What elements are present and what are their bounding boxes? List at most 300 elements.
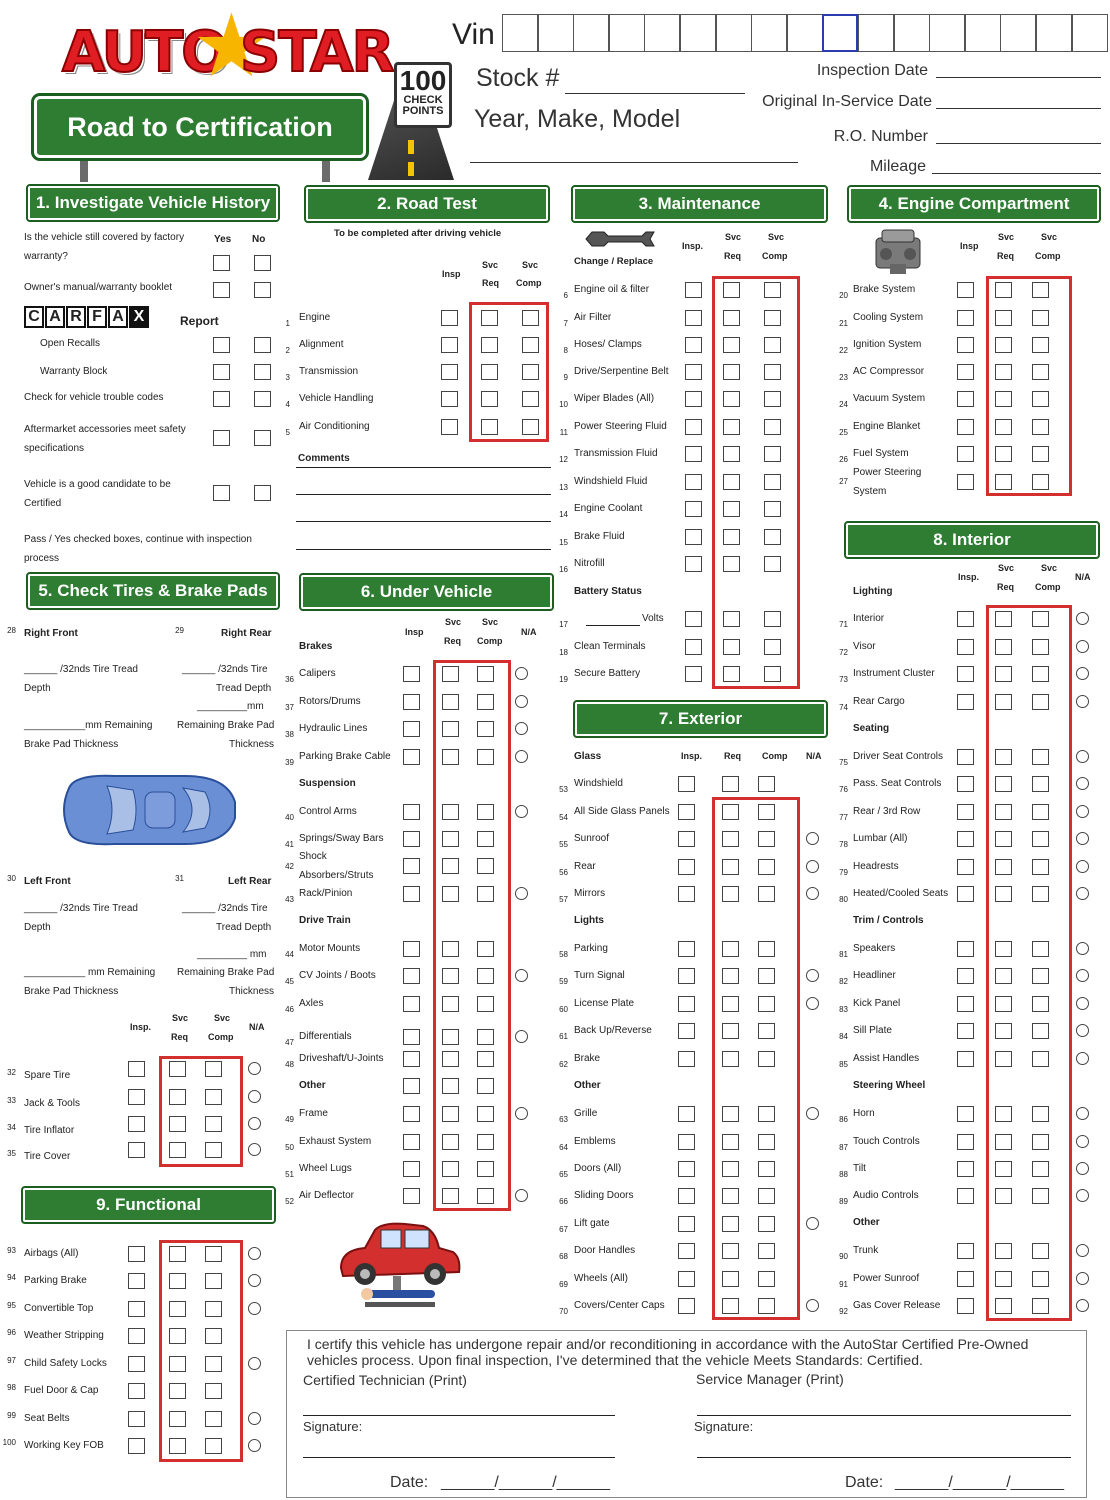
checkbox[interactable] <box>128 1328 145 1344</box>
item-label: Speakers <box>853 943 896 954</box>
section-exterior: 7. Exterior <box>575 702 826 736</box>
manager-date-field[interactable]: ______/______/______ <box>895 1474 1065 1491</box>
checkbox[interactable] <box>957 1298 974 1314</box>
vin-char-box[interactable] <box>716 14 752 52</box>
item-label: Power Steering <box>853 467 922 478</box>
stock-field[interactable] <box>565 93 745 94</box>
na-radio[interactable] <box>515 695 528 708</box>
checkbox[interactable] <box>678 1023 695 1039</box>
checkbox[interactable] <box>957 611 974 627</box>
checkbox[interactable] <box>403 1029 420 1045</box>
vin-char-box[interactable] <box>822 14 858 52</box>
na-radio[interactable] <box>248 1439 261 1452</box>
checkbox[interactable] <box>957 1134 974 1150</box>
item-label: Absorbers/Struts <box>299 870 374 881</box>
na-radio[interactable] <box>248 1090 261 1103</box>
vin-char-box[interactable] <box>680 14 716 52</box>
na-radio[interactable] <box>248 1247 261 1260</box>
checkbox[interactable] <box>685 446 702 462</box>
checkbox[interactable] <box>403 1078 420 1094</box>
item-label: Spare Tire <box>24 1070 71 1081</box>
checkbox[interactable] <box>213 485 230 501</box>
checkbox[interactable] <box>128 1142 145 1158</box>
na-radio[interactable] <box>1076 695 1089 708</box>
item-label: Pass. Seat Controls <box>853 778 942 789</box>
checkbox[interactable] <box>678 1161 695 1177</box>
mm-field[interactable]: _________mm <box>197 701 264 712</box>
na-radio[interactable] <box>1076 640 1089 653</box>
item-label: Rear <box>574 861 596 872</box>
checkbox[interactable] <box>128 1301 145 1317</box>
na-radio[interactable] <box>515 1030 528 1043</box>
item-number: 99 <box>7 1411 16 1420</box>
item-label: Back Up/Reverse <box>574 1025 652 1036</box>
remaining-pad-label: Remaining Brake Pad <box>177 967 275 978</box>
vin-char-box[interactable] <box>965 14 1001 52</box>
checkbox[interactable] <box>685 556 702 572</box>
checkbox[interactable] <box>403 1106 420 1122</box>
checkbox[interactable] <box>441 310 458 326</box>
item-label: Gas Cover Release <box>853 1300 941 1311</box>
na-radio[interactable] <box>248 1412 261 1425</box>
checkbox[interactable] <box>678 831 695 847</box>
item-number: 3 <box>285 373 290 382</box>
checkbox[interactable] <box>957 282 974 298</box>
mileage-field[interactable] <box>932 173 1101 174</box>
checkbox[interactable] <box>678 1298 695 1314</box>
na-radio[interactable] <box>1076 805 1089 818</box>
vin-char-box[interactable] <box>644 14 680 52</box>
item-label: Touch Controls <box>853 1136 920 1147</box>
checkbox[interactable] <box>403 996 420 1012</box>
in-service-date-field[interactable] <box>936 108 1101 109</box>
checkbox[interactable] <box>685 364 702 380</box>
checkbox[interactable] <box>441 391 458 407</box>
tread-field[interactable]: ______ /32nds Tire <box>182 664 268 675</box>
checkbox[interactable] <box>685 529 702 545</box>
item-number: 39 <box>285 758 294 767</box>
checkbox[interactable] <box>254 364 271 380</box>
checkbox[interactable] <box>128 1273 145 1289</box>
checkbox[interactable] <box>403 1051 420 1067</box>
vin-char-box[interactable] <box>573 14 609 52</box>
mm-remaining-field[interactable]: ___________mm Remaining <box>24 720 153 731</box>
item-label: Emblems <box>574 1136 616 1147</box>
checkbox[interactable] <box>758 776 775 792</box>
checkbox[interactable] <box>957 941 974 957</box>
na-radio[interactable] <box>806 969 819 982</box>
checkbox[interactable] <box>213 255 230 271</box>
na-radio[interactable] <box>806 1299 819 1312</box>
checkbox[interactable] <box>213 282 230 298</box>
checkbox[interactable] <box>957 446 974 462</box>
checkbox[interactable] <box>403 1188 420 1204</box>
svc-header: Svc <box>768 232 785 242</box>
checkbox[interactable] <box>128 1438 145 1454</box>
checkbox[interactable] <box>957 1051 974 1067</box>
checkbox[interactable] <box>957 831 974 847</box>
badge-text: CHECK <box>403 94 443 106</box>
na-header: N/A <box>1075 572 1091 582</box>
manager-signature-field[interactable] <box>697 1457 1071 1458</box>
item-label: Wiper Blades (All) <box>574 393 655 404</box>
checkbox[interactable] <box>957 419 974 435</box>
checkbox[interactable] <box>403 666 420 682</box>
checkbox[interactable] <box>678 1051 695 1067</box>
checkbox[interactable] <box>957 337 974 353</box>
checkbox[interactable] <box>957 364 974 380</box>
drive-train-header: Drive Train <box>299 915 351 926</box>
na-radio[interactable] <box>248 1143 261 1156</box>
na-radio[interactable] <box>1076 860 1089 873</box>
item-number: 93 <box>7 1246 16 1255</box>
item-label: Shock <box>299 851 327 862</box>
vin-char-box[interactable] <box>1072 14 1108 52</box>
na-radio[interactable] <box>515 1189 528 1202</box>
checkbox[interactable] <box>685 419 702 435</box>
na-radio[interactable] <box>515 750 528 763</box>
item-label: Engine Coolant <box>574 503 643 514</box>
item-label: Kick Panel <box>853 998 901 1009</box>
checkbox[interactable] <box>441 364 458 380</box>
checkbox[interactable] <box>403 721 420 737</box>
checkbox[interactable] <box>957 886 974 902</box>
section-road-test: 2. Road Test <box>306 187 548 221</box>
na-radio[interactable] <box>248 1274 261 1287</box>
na-radio[interactable] <box>1076 777 1089 790</box>
na-radio[interactable] <box>248 1302 261 1315</box>
item-label: Power Sunroof <box>853 1273 920 1284</box>
item-number: 53 <box>559 785 568 794</box>
na-radio[interactable] <box>1076 969 1089 982</box>
checkbox[interactable] <box>128 1356 145 1372</box>
tread-field[interactable]: ______ /32nds Tire <box>182 903 268 914</box>
checkbox[interactable] <box>213 391 230 407</box>
carfax-report-label: Report <box>180 314 219 328</box>
road-line <box>408 140 414 154</box>
item-number: 22 <box>839 346 848 355</box>
service-highlight <box>433 660 511 1211</box>
vin-char-box[interactable] <box>751 14 787 52</box>
checkbox[interactable] <box>403 886 420 902</box>
na-radio[interactable] <box>515 1107 528 1120</box>
checkbox[interactable] <box>957 1271 974 1287</box>
item-number: 28 <box>7 626 16 635</box>
item-number: 59 <box>559 977 568 986</box>
checkbox[interactable] <box>685 501 702 517</box>
na-header: N/A <box>249 1022 265 1032</box>
volts-field[interactable] <box>586 625 640 626</box>
na-radio[interactable] <box>1076 1052 1089 1065</box>
item-number: 57 <box>559 895 568 904</box>
insp-header: Insp. <box>130 1022 152 1032</box>
pad-thickness-label: Brake Pad Thickness <box>24 986 119 997</box>
na-radio[interactable] <box>1076 1135 1089 1148</box>
checkbox[interactable] <box>685 474 702 490</box>
na-radio[interactable] <box>1076 1107 1089 1120</box>
checkbox[interactable] <box>678 804 695 820</box>
checkbox[interactable] <box>128 1116 145 1132</box>
item-number: 16 <box>559 565 568 574</box>
item-label: Turn Signal <box>574 970 625 981</box>
na-radio[interactable] <box>515 887 528 900</box>
question-text: Aftermarket accessories meet safety <box>24 424 186 435</box>
checkbox[interactable] <box>685 639 702 655</box>
item-label: Vacuum System <box>853 393 926 404</box>
item-number: 55 <box>559 840 568 849</box>
checkbox[interactable] <box>403 858 420 874</box>
item-number: 60 <box>559 1005 568 1014</box>
item-label: Horn <box>853 1108 875 1119</box>
item-number: 68 <box>559 1252 568 1261</box>
checkbox[interactable] <box>678 1106 695 1122</box>
item-label: Wheels (All) <box>574 1273 628 1284</box>
checkbox[interactable] <box>957 310 974 326</box>
checkbox[interactable] <box>254 485 271 501</box>
comments-label: Comments <box>298 453 350 464</box>
checkbox[interactable] <box>441 337 458 353</box>
checkbox[interactable] <box>403 941 420 957</box>
na-radio[interactable] <box>1076 750 1089 763</box>
checkbox[interactable] <box>957 391 974 407</box>
steering-wheel-header: Steering Wheel <box>853 1080 926 1091</box>
checkbox[interactable] <box>957 804 974 820</box>
checkbox[interactable] <box>128 1061 145 1077</box>
checkbox[interactable] <box>441 419 458 435</box>
checkbox[interactable] <box>128 1246 145 1262</box>
item-number: 67 <box>559 1225 568 1234</box>
right-front-label: Right Front <box>24 628 78 639</box>
item-number: 88 <box>839 1170 848 1179</box>
checkbox[interactable] <box>403 804 420 820</box>
checkbox[interactable] <box>678 941 695 957</box>
checkbox[interactable] <box>678 968 695 984</box>
item-label: Convertible Top <box>24 1303 94 1314</box>
carfax-letter: C <box>24 306 44 328</box>
vin-char-box[interactable] <box>929 14 965 52</box>
checkbox[interactable] <box>678 996 695 1012</box>
thickness-label: Thickness <box>229 739 275 750</box>
checkbox[interactable] <box>128 1411 145 1427</box>
year-make-model-field[interactable] <box>470 162 798 163</box>
checkbox[interactable] <box>957 749 974 765</box>
na-radio[interactable] <box>1076 1299 1089 1312</box>
svc-header: Svc <box>1041 232 1058 242</box>
car-repair-icon <box>335 1216 465 1312</box>
checkbox[interactable] <box>128 1089 145 1105</box>
checkbox[interactable] <box>957 474 974 490</box>
service-highlight <box>986 605 1072 1321</box>
checkbox[interactable] <box>403 1134 420 1150</box>
na-radio[interactable] <box>806 997 819 1010</box>
na-radio[interactable] <box>515 969 528 982</box>
checkbox[interactable] <box>213 430 230 446</box>
checkbox[interactable] <box>957 1106 974 1122</box>
item-label: Brake <box>574 1053 601 1064</box>
vin-char-box[interactable] <box>609 14 645 52</box>
item-label: Frame <box>299 1108 328 1119</box>
checkbox[interactable] <box>957 639 974 655</box>
checkbox[interactable] <box>254 391 271 407</box>
checkbox[interactable] <box>957 1023 974 1039</box>
checkbox[interactable] <box>678 1271 695 1287</box>
tread-field[interactable]: ______ /32nds Tire Tread <box>24 903 138 914</box>
vin-char-box[interactable] <box>894 14 930 52</box>
comment-line[interactable] <box>296 494 551 495</box>
vin-char-box[interactable] <box>787 14 823 52</box>
comment-line[interactable] <box>296 521 551 522</box>
checkbox[interactable] <box>957 1243 974 1259</box>
na-radio[interactable] <box>515 722 528 735</box>
tread-field[interactable]: ______ /32nds Tire Tread <box>24 664 138 675</box>
na-radio[interactable] <box>1076 1272 1089 1285</box>
mm-remaining-field[interactable]: ___________ mm Remaining <box>24 967 156 978</box>
na-radio[interactable] <box>806 832 819 845</box>
checkbox[interactable] <box>685 666 702 682</box>
checkbox[interactable] <box>957 1188 974 1204</box>
checkbox[interactable] <box>722 776 739 792</box>
item-label: Engine Blanket <box>853 421 921 432</box>
item-label: Ignition System <box>853 339 922 350</box>
na-radio[interactable] <box>248 1062 261 1075</box>
na-radio[interactable] <box>1076 1162 1089 1175</box>
na-radio[interactable] <box>1076 667 1089 680</box>
item-label: Motor Mounts <box>299 943 361 954</box>
checkbox[interactable] <box>957 694 974 710</box>
checkbox[interactable] <box>254 430 271 446</box>
checkbox[interactable] <box>678 1243 695 1259</box>
checkbox[interactable] <box>213 337 230 353</box>
comp-header: Comp <box>208 1032 234 1042</box>
item-label: Fuel System <box>853 448 909 459</box>
checkbox[interactable] <box>254 337 271 353</box>
checkbox[interactable] <box>957 776 974 792</box>
na-radio[interactable] <box>806 1107 819 1120</box>
na-radio[interactable] <box>806 1217 819 1230</box>
item-number: 98 <box>7 1383 16 1392</box>
other-header: Other <box>574 1080 601 1091</box>
checkbox[interactable] <box>254 282 271 298</box>
item-number: 34 <box>7 1123 16 1132</box>
checkbox[interactable] <box>685 391 702 407</box>
checkbox[interactable] <box>128 1383 145 1399</box>
item-number: 38 <box>285 730 294 739</box>
na-radio[interactable] <box>1076 997 1089 1010</box>
na-radio[interactable] <box>1076 942 1089 955</box>
item-label: Calipers <box>299 668 336 679</box>
vin-char-box[interactable] <box>1036 14 1072 52</box>
trim-controls-header: Trim / Controls <box>853 915 924 926</box>
na-radio[interactable] <box>806 860 819 873</box>
inspection-date-field[interactable] <box>936 77 1101 78</box>
vin-char-box[interactable] <box>858 14 894 52</box>
item-number: 80 <box>839 895 848 904</box>
checkbox[interactable] <box>403 1161 420 1177</box>
na-radio[interactable] <box>1076 1024 1089 1037</box>
item-number: 2 <box>285 346 290 355</box>
checkbox[interactable] <box>403 968 420 984</box>
sign-post <box>322 158 330 182</box>
na-radio[interactable] <box>248 1117 261 1130</box>
insp-header: Insp <box>405 627 424 637</box>
item-number: 66 <box>559 1197 568 1206</box>
na-radio[interactable] <box>1076 1244 1089 1257</box>
checkbox[interactable] <box>678 776 695 792</box>
item-label: Differentials <box>299 1031 352 1042</box>
checkbox[interactable] <box>403 694 420 710</box>
ro-number-field[interactable] <box>936 143 1101 144</box>
item-label: Parking Brake Cable <box>299 751 391 762</box>
checkbox[interactable] <box>403 831 420 847</box>
na-radio[interactable] <box>515 805 528 818</box>
na-radio[interactable] <box>1076 887 1089 900</box>
checkbox[interactable] <box>685 310 702 326</box>
checkbox[interactable] <box>403 749 420 765</box>
checkbox[interactable] <box>685 611 702 627</box>
checkbox[interactable] <box>678 859 695 875</box>
vin-char-box[interactable] <box>1000 14 1036 52</box>
technician-signature-field[interactable] <box>303 1457 615 1458</box>
technician-date-field[interactable]: ______/______/______ <box>441 1474 611 1491</box>
checkbox[interactable] <box>213 364 230 380</box>
na-radio[interactable] <box>1076 832 1089 845</box>
comment-line[interactable] <box>296 467 551 468</box>
checkbox[interactable] <box>678 1188 695 1204</box>
item-number: 52 <box>285 1197 294 1206</box>
no-header: No <box>252 234 266 245</box>
checkbox[interactable] <box>254 255 271 271</box>
item-label: Rear / 3rd Row <box>853 806 921 817</box>
svc-header: Svc <box>1041 563 1058 573</box>
vin-char-box[interactable] <box>538 14 574 52</box>
item-number: 73 <box>839 675 848 684</box>
item-label: AC Compressor <box>853 366 925 377</box>
item-label: Door Handles <box>574 1245 636 1256</box>
comment-line[interactable] <box>296 549 551 550</box>
na-radio[interactable] <box>1076 1189 1089 1202</box>
item-label: Brake System <box>853 284 916 295</box>
checkbox[interactable] <box>957 859 974 875</box>
manager-print-field[interactable] <box>697 1415 1071 1416</box>
carfax-letter: F <box>87 306 107 328</box>
checkbox[interactable] <box>685 282 702 298</box>
checkbox[interactable] <box>957 968 974 984</box>
na-radio[interactable] <box>248 1357 261 1370</box>
item-label: Visor <box>853 641 876 652</box>
comp-header: Comp <box>762 751 788 761</box>
checkbox[interactable] <box>678 1216 695 1232</box>
req-header: Req <box>997 251 1015 261</box>
cert-text: I certify this vehicle has undergone repair and/or reconditioning in accordance with the AutoStar Certified Pre-Owned <box>307 1336 1029 1352</box>
req-header: Req <box>997 582 1015 592</box>
mm-field[interactable]: _________ mm <box>197 949 267 960</box>
na-radio[interactable] <box>806 887 819 900</box>
vin-char-box[interactable] <box>502 14 538 52</box>
checkbox[interactable] <box>685 337 702 353</box>
checkbox[interactable] <box>957 996 974 1012</box>
na-radio[interactable] <box>515 667 528 680</box>
item-label: Headliner <box>853 970 896 981</box>
na-radio[interactable] <box>1076 612 1089 625</box>
item-label: Air Deflector <box>299 1190 355 1201</box>
checkbox[interactable] <box>678 1134 695 1150</box>
technician-print-field[interactable] <box>303 1415 615 1416</box>
checkbox[interactable] <box>957 1161 974 1177</box>
checkbox[interactable] <box>678 886 695 902</box>
checkbox[interactable] <box>957 666 974 682</box>
item-label: Wheel Lugs <box>299 1163 352 1174</box>
item-number: 24 <box>839 400 848 409</box>
